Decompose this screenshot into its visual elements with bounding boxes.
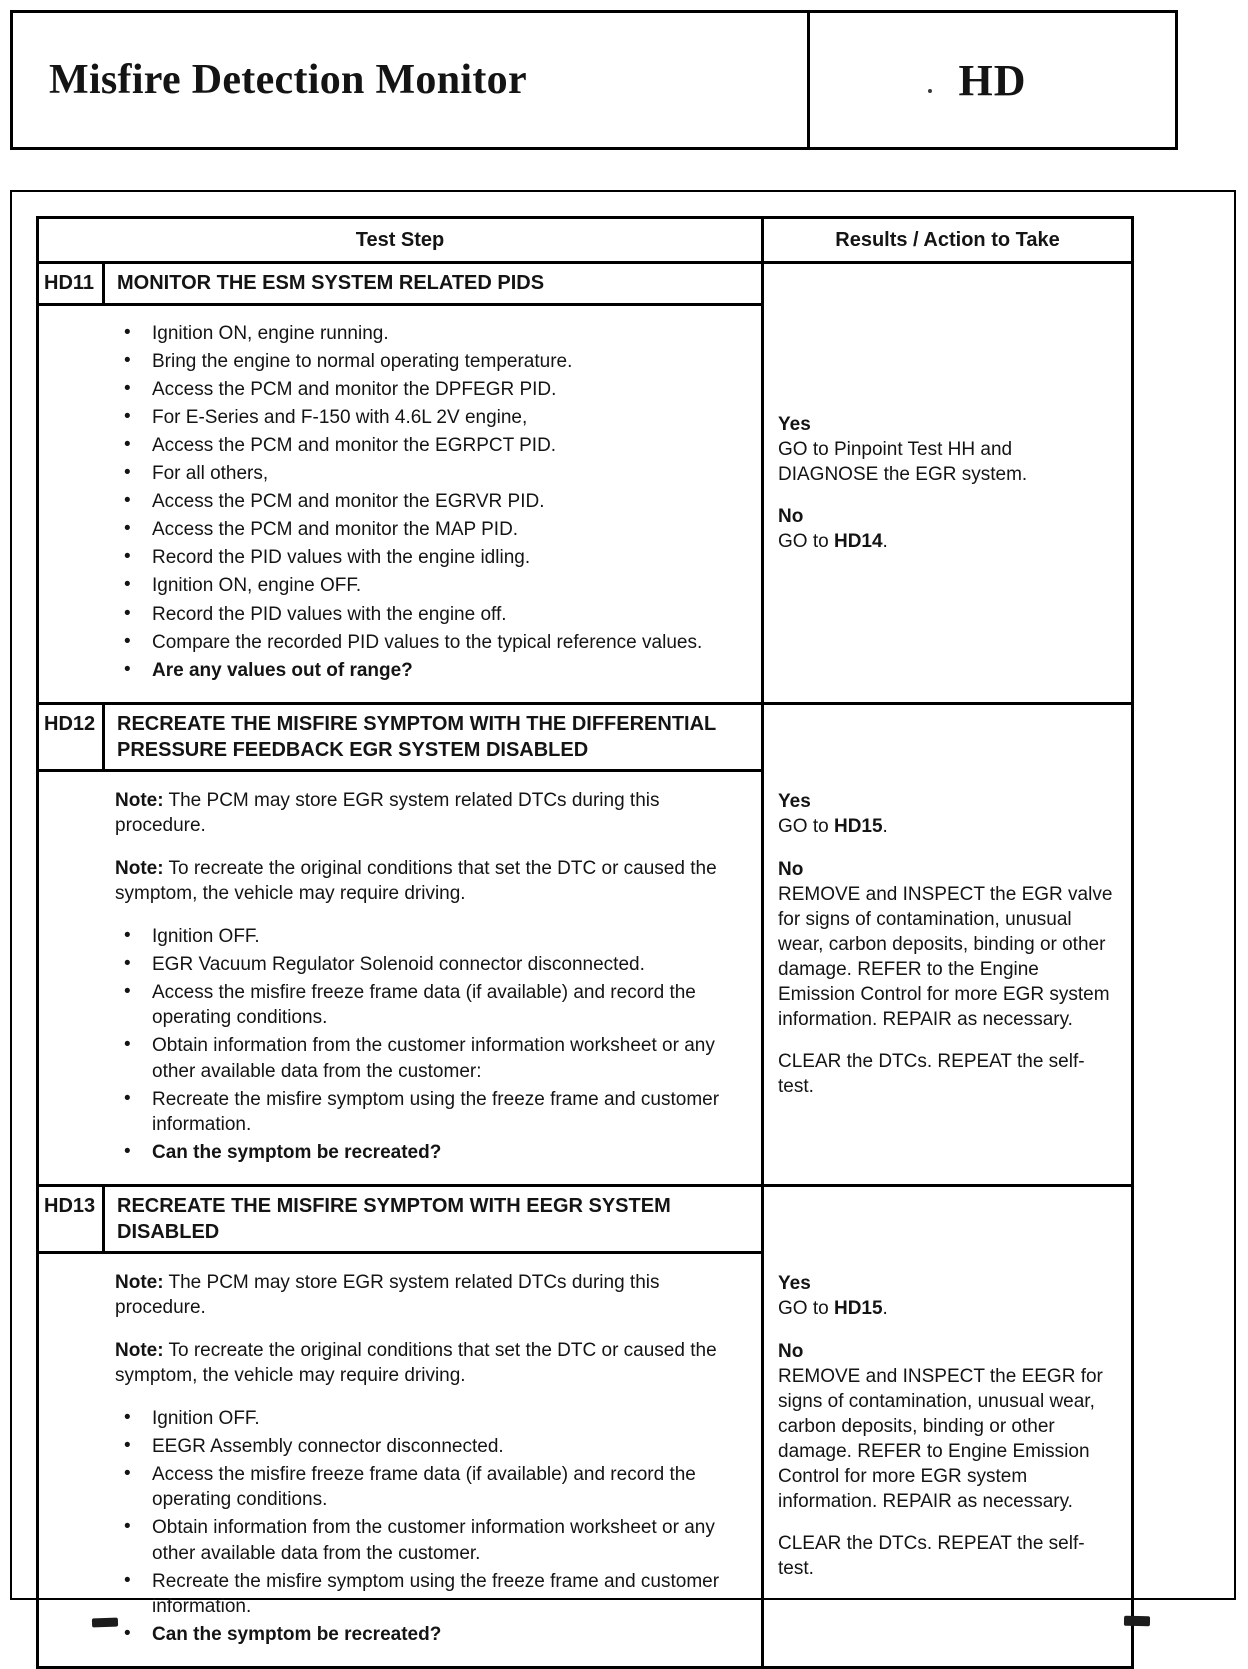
bullet-list bbox=[115, 321, 733, 655]
document-header bbox=[10, 10, 1178, 150]
bullet-item bbox=[115, 433, 733, 458]
goto-period: . bbox=[882, 1298, 888, 1320]
result-extra-action: CLEAR the DTCs. REPEAT the self-test. bbox=[778, 1051, 1085, 1098]
bullet-item bbox=[115, 517, 733, 542]
bullet-icon: • bbox=[124, 546, 131, 568]
goto-target: HD15 bbox=[833, 816, 883, 838]
result-no-label: No bbox=[778, 506, 804, 528]
goto-period: . bbox=[882, 531, 888, 553]
bullet-icon: • bbox=[124, 434, 131, 456]
result-no-action bbox=[778, 529, 1117, 554]
step-hd13-results-cell bbox=[761, 1187, 1131, 1666]
note-label: Note: bbox=[115, 857, 164, 879]
bullet-item bbox=[115, 573, 733, 598]
step-id: HD11 bbox=[39, 264, 105, 302]
result-yes-action: GO to Pinpoint Test HH and DIAGNOSE the EGR system. bbox=[778, 438, 1028, 486]
step-id: HD13 bbox=[39, 1187, 105, 1251]
bullet-item bbox=[115, 349, 733, 374]
bullet-item bbox=[115, 602, 733, 627]
bullet-text: Access the PCM and monitor the MAP PID. bbox=[152, 519, 519, 541]
bullet-icon: • bbox=[124, 981, 131, 1003]
bullet-icon: • bbox=[124, 953, 131, 975]
bullet-text: Recreate the misfire symptom using the freeze frame and customer information. bbox=[152, 1570, 720, 1617]
bullet-icon: • bbox=[124, 602, 131, 624]
bullet-icon: • bbox=[124, 1034, 131, 1056]
step-id: HD12 bbox=[39, 705, 105, 769]
step-hd11-results-cell bbox=[761, 264, 1131, 701]
scan-artifact-smudge bbox=[1124, 1616, 1150, 1626]
note bbox=[115, 856, 733, 906]
step-hd12-results-cell bbox=[761, 705, 1131, 1184]
step-instructions bbox=[39, 772, 761, 1184]
step-hd13-test-cell bbox=[39, 1187, 761, 1666]
note-text: The PCM may store EGR system related DTCs during this procedure. bbox=[115, 789, 660, 836]
bullet-item bbox=[115, 980, 733, 1030]
step-title: RECREATE THE MISFIRE SYMPTOM WITH THE DIFFERENTIAL PRESSURE FEEDBACK EGR SYSTEM DISABLED bbox=[117, 712, 716, 761]
step-instructions bbox=[39, 1254, 761, 1666]
bullet-text: EEGR Assembly connector disconnected. bbox=[152, 1436, 504, 1458]
result-extra-action: CLEAR the DTCs. REPEAT the self-test. bbox=[778, 1533, 1085, 1580]
bullet-text: Ignition ON, engine running. bbox=[152, 322, 389, 344]
note bbox=[115, 1270, 733, 1320]
goto-text: GO to bbox=[778, 1298, 834, 1320]
column-header-results: Results / Action to Take bbox=[761, 219, 1131, 261]
bullet-item bbox=[115, 1406, 733, 1431]
result-yes-action bbox=[778, 814, 1117, 839]
step-instructions bbox=[39, 306, 761, 702]
step-title: RECREATE THE MISFIRE SYMPTOM WITH EEGR SYSTEM DISABLED bbox=[117, 1194, 671, 1243]
bullet-icon: • bbox=[124, 658, 131, 680]
step-hd13 bbox=[39, 1184, 1131, 1666]
note-text: The PCM may store EGR system related DTCs during this procedure. bbox=[115, 1271, 660, 1318]
step-title-bar bbox=[39, 1187, 761, 1254]
bullet-text: Access the PCM and monitor the EGRPCT PID. bbox=[152, 435, 557, 457]
bullet-list bbox=[115, 1406, 733, 1619]
table-header-row bbox=[39, 219, 1131, 264]
bullet-text: Access the misfire freeze frame data (if available) and record the operating conditions. bbox=[152, 982, 696, 1029]
bullet-text: Access the PCM and monitor the EGRVR PID. bbox=[152, 491, 545, 513]
section-code: HD bbox=[958, 55, 1027, 105]
bullet-item bbox=[115, 545, 733, 570]
bullet-item bbox=[115, 1515, 733, 1565]
step-hd11 bbox=[39, 264, 1131, 701]
result-yes-label: Yes bbox=[778, 1273, 811, 1295]
note-list bbox=[115, 788, 733, 906]
result-yes-label: Yes bbox=[778, 413, 811, 435]
document-header-title-cell bbox=[13, 13, 810, 147]
bullet-icon: • bbox=[124, 1622, 131, 1644]
question-text: Are any values out of range? bbox=[152, 659, 413, 681]
result-no-label: No bbox=[778, 1340, 804, 1362]
bullet-icon: • bbox=[124, 1087, 131, 1109]
bullet-icon: • bbox=[124, 630, 131, 652]
bullet-item bbox=[115, 952, 733, 977]
bullet-item bbox=[115, 1462, 733, 1512]
bullet-item bbox=[115, 1434, 733, 1459]
scan-artifact-dot bbox=[928, 89, 932, 93]
bullet-list bbox=[115, 924, 733, 1137]
bullet-icon: • bbox=[124, 462, 131, 484]
bullet-icon: • bbox=[124, 1140, 131, 1162]
bullet-text: Obtain information from the customer information worksheet or any other available data from the customer. bbox=[152, 1517, 715, 1564]
page-title: Misfire Detection Monitor bbox=[49, 57, 527, 103]
bullet-text: For all others, bbox=[152, 463, 269, 485]
bullet-icon: • bbox=[124, 321, 131, 343]
bullet-text: EGR Vacuum Regulator Solenoid connector disconnected. bbox=[152, 954, 645, 976]
scan-artifact-smudge bbox=[92, 1618, 118, 1628]
note bbox=[115, 1338, 733, 1388]
result-no-label: No bbox=[778, 858, 804, 880]
bullet-icon: • bbox=[124, 406, 131, 428]
step-title: MONITOR THE ESM SYSTEM RELATED PIDS bbox=[117, 272, 545, 295]
note-text: To recreate the original conditions that set the DTC or caused the symptom, the vehicle may require driving. bbox=[115, 1339, 717, 1387]
step-question bbox=[115, 1140, 733, 1165]
bullet-icon: • bbox=[124, 925, 131, 947]
step-hd12 bbox=[39, 702, 1131, 1184]
step-question bbox=[115, 658, 733, 683]
bullet-text: Obtain information from the customer information worksheet or any other available data from the customer: bbox=[152, 1035, 715, 1082]
goto-text: GO to bbox=[778, 816, 834, 838]
bullet-item bbox=[115, 377, 733, 402]
bullet-icon: • bbox=[124, 574, 131, 596]
bullet-icon: • bbox=[124, 1569, 131, 1591]
step-title-bar bbox=[39, 264, 761, 305]
note-label: Note: bbox=[115, 789, 164, 811]
bullet-item bbox=[115, 461, 733, 486]
bullet-text: Ignition ON, engine OFF. bbox=[152, 575, 362, 597]
pinpoint-test-box bbox=[10, 190, 1236, 1645]
goto-target: HD15 bbox=[833, 1298, 883, 1320]
bullet-item bbox=[115, 1569, 733, 1619]
result-no-action: REMOVE and INSPECT the EEGR for signs of contamination, unusual wear, carbon deposits, binding or other damage. REFER to Engine Emission Control for more EGR system information. REPAIR as necessary. bbox=[778, 1365, 1103, 1513]
step-hd12-test-cell bbox=[39, 705, 761, 1184]
result-yes-action bbox=[778, 1296, 1117, 1321]
step-question bbox=[115, 1622, 733, 1647]
bullet-text: Access the PCM and monitor the DPFEGR PID. bbox=[152, 378, 557, 400]
step-title-bar bbox=[39, 705, 761, 772]
bullet-text: Recreate the misfire symptom using the freeze frame and customer information. bbox=[152, 1088, 720, 1135]
bullet-text: For E-Series and F-150 with 4.6L 2V engine, bbox=[152, 407, 528, 429]
bullet-text: Ignition OFF. bbox=[152, 926, 260, 948]
bullet-text: Ignition OFF. bbox=[152, 1408, 260, 1430]
goto-target: HD14 bbox=[833, 531, 883, 553]
bullet-text: Access the misfire freeze frame data (if available) and record the operating conditions. bbox=[152, 1464, 696, 1511]
bullet-text: Compare the recorded PID values to the typical reference values. bbox=[152, 631, 703, 653]
bullet-text: Bring the engine to normal operating temperature. bbox=[152, 350, 573, 372]
pinpoint-test-table bbox=[36, 216, 1134, 1669]
bullet-item bbox=[115, 1033, 733, 1083]
bullet-icon: • bbox=[124, 1435, 131, 1457]
bullet-item bbox=[115, 489, 733, 514]
bullet-item bbox=[115, 630, 733, 655]
bullet-item bbox=[115, 924, 733, 949]
bullet-item bbox=[115, 321, 733, 346]
note-text: To recreate the original conditions that set the DTC or caused the symptom, the vehicle may require driving. bbox=[115, 857, 717, 905]
result-yes-label: Yes bbox=[778, 791, 811, 813]
document-header-code-cell bbox=[810, 13, 1175, 147]
note bbox=[115, 788, 733, 838]
bullet-icon: • bbox=[124, 1516, 131, 1538]
goto-text: GO to bbox=[778, 531, 834, 553]
note-label: Note: bbox=[115, 1271, 164, 1293]
bullet-icon: • bbox=[124, 490, 131, 512]
result-no-action: REMOVE and INSPECT the EGR valve for signs of contamination, unusual wear, carbon deposits, binding or other damage. REFER to the Engine Emission Control for more EGR system information. REPAIR as necessary. bbox=[778, 883, 1113, 1030]
question-text: Can the symptom be recreated? bbox=[152, 1623, 442, 1645]
bullet-text: Record the PID values with the engine off. bbox=[152, 603, 507, 625]
note-label: Note: bbox=[115, 1339, 164, 1361]
bullet-icon: • bbox=[124, 349, 131, 371]
bullet-item bbox=[115, 405, 733, 430]
question-text: Can the symptom be recreated? bbox=[152, 1141, 442, 1163]
note-list bbox=[115, 1270, 733, 1388]
bullet-icon: • bbox=[124, 377, 131, 399]
goto-period: . bbox=[882, 816, 888, 838]
column-header-test-step: Test Step bbox=[355, 229, 445, 251]
bullet-icon: • bbox=[124, 1463, 131, 1485]
bullet-text: Record the PID values with the engine idling. bbox=[152, 547, 531, 569]
bullet-icon: • bbox=[124, 1407, 131, 1429]
bullet-icon: • bbox=[124, 518, 131, 540]
step-hd11-test-cell bbox=[39, 264, 761, 701]
bullet-item bbox=[115, 1087, 733, 1137]
